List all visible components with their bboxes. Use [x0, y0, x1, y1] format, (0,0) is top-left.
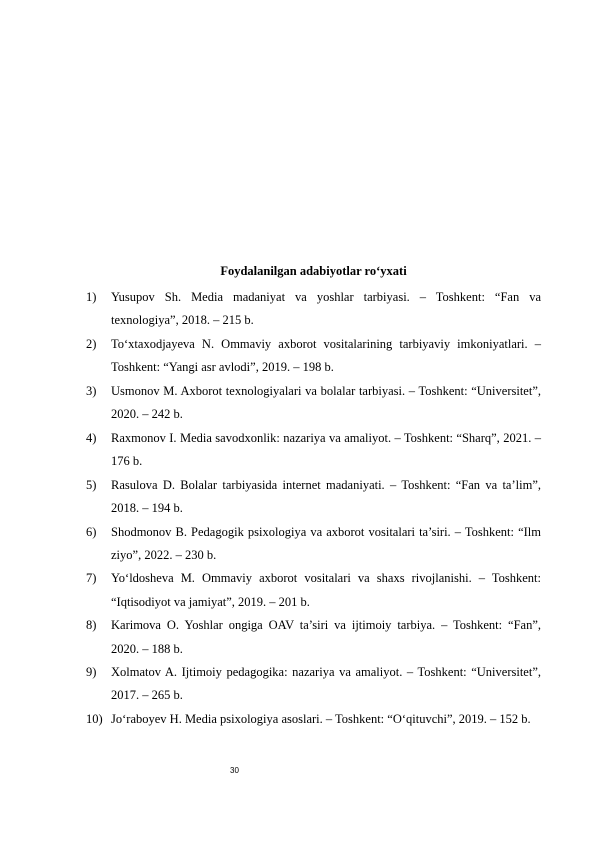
reference-item: [86, 567, 541, 613]
references-title: Foydalanilgan adabiyotlar ro‘yxati: [220, 264, 407, 278]
reference-item: [86, 614, 541, 660]
reference-text: Karimova O. Yoshlar ongiga OAV ta’siri va ijtimoiy tarbiya. – Toshkent: “Fan”, 2020. – 188 b.: [111, 618, 541, 656]
reference-number: 5): [86, 477, 97, 492]
reference-text: Yo‘ldosheva M. Ommaviy axborot vositalari va shaxs rivojlanishi. – Toshkent: “Iqtisodiyot va jamiyat”, 2019. – 201 b.: [111, 571, 541, 609]
reference-number: 1): [86, 290, 97, 304]
reference-list: [86, 286, 541, 732]
reference-text: Usmonov M. Axborot texnologiyalari va bolalar tarbiyasi. – Toshkent: “Universitet”, 2020. – 242 b.: [111, 383, 541, 422]
reference-text: Xolmatov A. Ijtimoiy pedagogika: nazariya va amaliyot. – Toshkent: “Universitet”, 2017. – 265 b.: [111, 665, 541, 703]
page-number: 30: [230, 766, 239, 775]
reference-item: [86, 286, 541, 332]
reference-text: Jo‘raboyev H. Media psixologiya asoslari. – Toshkent: “O‘qituvchi”, 2019. – 152 b.: [111, 712, 531, 727]
reference-item: [86, 521, 541, 567]
reference-number: 3): [86, 383, 97, 398]
reference-number: 10): [86, 712, 103, 727]
reference-text: Shodmonov B. Pedagogik psixologiya va axborot vositalari ta’siri. – Toshkent: “Ilm ziyo”, 2022. – 230 b.: [111, 524, 541, 562]
reference-number: 9): [86, 665, 97, 680]
reference-item: [86, 708, 541, 731]
reference-number: 2): [86, 336, 97, 351]
reference-item: [86, 333, 541, 379]
reference-text: To‘xtaxodjayeva N. Ommaviy axborot vositalarining tarbiyaviy imkoniyatlari. – Toshkent: “Yangi asr avlodi”, 2019. – 198 b.: [111, 336, 541, 375]
reference-item: [86, 427, 541, 473]
reference-number: 4): [86, 430, 97, 445]
reference-number: 7): [86, 571, 97, 586]
reference-item: [86, 661, 541, 707]
reference-text: Yusupov Sh. Media madaniyat va yoshlar tarbiyasi. – Toshkent: “Fan va texnologiya”, 2018. – 215 b.: [111, 290, 541, 328]
reference-text: Rasulova D. Bolalar tarbiyasida internet madaniyati. – Toshkent: “Fan va ta’lim”, 2018. – 194 b.: [111, 477, 541, 515]
reference-item: [86, 474, 541, 520]
reference-text: Raxmonov I. Media savodxonlik: nazariya va amaliyot. – Toshkent: “Sharq”, 2021. – 176 b.: [111, 430, 541, 468]
reference-number: 8): [86, 618, 97, 633]
reference-number: 6): [86, 524, 97, 539]
reference-item: [86, 380, 541, 426]
